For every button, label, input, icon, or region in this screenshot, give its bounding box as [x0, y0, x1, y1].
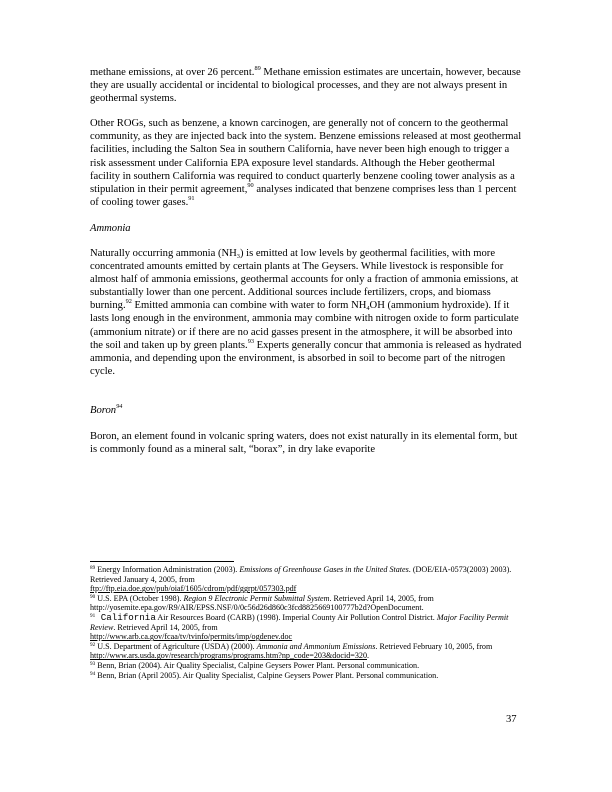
text: U.S. EPA (October 1998).: [95, 593, 184, 603]
footnote-number: 89: [90, 565, 96, 571]
footnote-number: 94: [90, 670, 96, 677]
text: Emitted ammonia can combine with water to form NH: [131, 300, 367, 312]
text: . Retrieved April 14, 2005, from: [113, 622, 218, 632]
text: analyses indicated that benzene comprises less than 1 percent of cooling tower gases.: [90, 183, 517, 208]
footnote-ref-91[interactable]: 91: [188, 194, 195, 202]
text-mono: California: [95, 611, 156, 623]
text: Naturally occurring ammonia (NH: [90, 247, 237, 259]
page-body: [90, 66, 523, 456]
heading-boron: [90, 402, 523, 416]
footnote-number: 91: [90, 612, 96, 619]
text: . Retrieved April 14, 2005, from http://yosemite.epa.gov/R9/AIR/EPSS.NSF/0/0c56d26d860c3fcd8825669100777b2d?OpenDocument.: [90, 593, 434, 613]
footnotes: [90, 565, 530, 680]
paragraph-ammonia: [90, 247, 523, 378]
footnote-link[interactable]: ftp://ftp.eia.doe.gov/pub/oiaf/1605/cdrom/pdf/ggrpt/057303.pdf: [90, 584, 297, 594]
page-number: 37: [506, 714, 517, 725]
footnote-94: [90, 671, 530, 681]
subscript: 3: [236, 252, 240, 260]
footnote-92: [90, 642, 530, 661]
text: Benn, Brian (April 2005). Air Quality Specialist, Calpine Geysers Power Plant. Personal communication.: [95, 670, 439, 680]
text: .: [367, 651, 370, 661]
heading-ammonia: Ammonia: [90, 222, 131, 234]
footnote-91: [90, 613, 530, 642]
text: Boron, an element found in volcanic spring waters, does not exist naturally in its elemental form, but is commonly found as a mineral salt, “borax”, in dry lake evaporite: [90, 430, 518, 455]
text: Air Resources Board (CARB) (1998). Imperial County Air Pollution Control District.: [155, 612, 437, 622]
footnote-90: [90, 594, 530, 613]
footnote-93: [90, 661, 530, 671]
footnote-number: 92: [90, 641, 96, 648]
text: . Retrieved February 10, 2005, from: [375, 641, 493, 651]
heading-text: Boron: [90, 404, 117, 416]
paragraph-benzene: [90, 117, 523, 209]
paragraph-methane: [90, 66, 523, 105]
text: U.S. Department of Agriculture (USDA) (2000).: [95, 641, 257, 651]
subscript: 4: [366, 305, 370, 313]
footnote-ref-90[interactable]: 90: [247, 181, 254, 189]
title: Emissions of Greenhouse Gases in the United States: [239, 565, 409, 574]
footnote-ref-92[interactable]: 92: [125, 298, 132, 306]
footnote-divider: [90, 561, 234, 562]
text: Experts generally concur that ammonia is released as hydrated ammonia, and depending upon the environment, is absorbed in soil to become part of the nitrogen cycle.: [90, 339, 522, 377]
paragraph-boron: [90, 430, 523, 456]
footnote-number: 93: [90, 660, 96, 667]
footnote-ref-94[interactable]: 94: [116, 402, 123, 410]
text: Benn, Brian (2004). Air Quality Specialist, Calpine Geysers Power Plant. Personal communication.: [95, 660, 420, 670]
text: ) is emitted at low levels by geothermal facilities, with more concentrated amounts emitted by certain plants at The Geysers. While livestock is responsible for almost half of ammonia emissions, geothermal accounts for only a fraction of ammonia emissions, at substantially lower than one percent. Additional sources include fertilizers, crops, and biomass burning.: [90, 247, 519, 312]
footnote-ref-93[interactable]: 93: [247, 337, 254, 345]
text: OH (ammonium hydroxide). If it lasts long enough in the environment, ammonia may combine with nitrogen oxide to form particulate (ammonium nitrate) or if there are no acid gasses present in the atmosphere, it will be absorbed into the soil and taken up by green plants.: [90, 300, 519, 351]
text: Energy Information Administration (2003).: [95, 565, 240, 574]
footnote-89: [90, 565, 530, 594]
text: Other ROGs, such as benzene, a known carcinogen, are generally not of concern to the geothermal community, as they are injected back into the system. Benzene emissions released at most geothermal facilities, including the Salton Sea in southern California, have never been high enough to trigger a risk assessment under California EPA exposure level standards. Although the Heber geothermal facility in southern California was required to conduct quarterly benzene cooling tower analysis as a stipulation in their permit agreement,: [90, 118, 522, 195]
footnote-number: 90: [90, 593, 96, 600]
title: Major Facility Permit Review: [90, 612, 509, 632]
text: . (DOE/EIA-0573(2003) 2003). Retrieved January 4, 2005, from: [90, 565, 512, 584]
title: Region 9 Electronic Permit Submittal System: [183, 593, 330, 603]
text: Methane emission estimates are uncertain, however, because they are usually accidental or incidental to biological processes, and they are not always present in geothermal systems.: [90, 67, 521, 105]
footnote-link[interactable]: http://www.arb.ca.gov/fcaa/tv/tvinfo/permits/imp/ogdenev.doc: [90, 632, 293, 642]
footnote-ref-89[interactable]: 89: [254, 65, 261, 72]
footnote-link[interactable]: http://www.ars.usda.gov/research/programs/programs.htm?np_code=203&docid=320: [90, 651, 367, 661]
text: methane emissions, at over 26 percent.: [90, 67, 255, 78]
title: Ammonia and Ammonium Emissions: [256, 641, 376, 651]
